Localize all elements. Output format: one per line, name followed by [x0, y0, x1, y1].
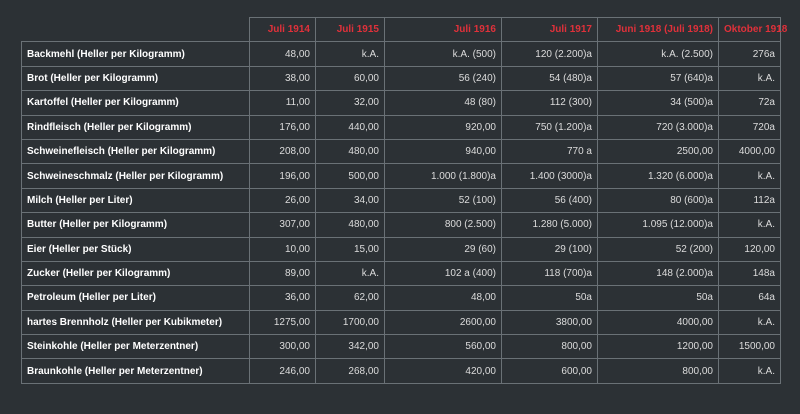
table-cell: 307,00	[250, 213, 316, 237]
table-cell: 29 (100)	[502, 237, 598, 261]
table-cell: 1200,00	[598, 335, 719, 359]
row-label: Eier (Heller per Stück)	[22, 237, 250, 261]
table-cell: 34 (500)a	[598, 91, 719, 115]
column-header: Juni 1918 (Juli 1918)	[598, 18, 719, 42]
table-cell: 56 (240)	[385, 66, 502, 90]
table-row	[22, 310, 781, 334]
table-row	[22, 237, 781, 261]
table-cell: 342,00	[316, 335, 385, 359]
table-cell: 64a	[719, 286, 781, 310]
table-cell: 148a	[719, 261, 781, 285]
table-row	[22, 91, 781, 115]
table-cell: 50a	[598, 286, 719, 310]
table-cell: 52 (100)	[385, 188, 502, 212]
table-cell: 920,00	[385, 115, 502, 139]
price-table	[21, 17, 788, 384]
table-cell: 26,00	[250, 188, 316, 212]
table-cell: 208,00	[250, 139, 316, 163]
row-label: Butter (Heller per Kilogramm)	[22, 213, 250, 237]
column-header: Juli 1916	[385, 18, 502, 42]
table-cell: 32,00	[316, 91, 385, 115]
row-label: Petroleum (Heller per Liter)	[22, 286, 250, 310]
table-cell: 500,00	[316, 164, 385, 188]
table-cell: k.A.	[719, 359, 781, 383]
table-cell: k.A. (500)	[385, 42, 502, 66]
table-cell: 4000,00	[719, 139, 781, 163]
table-cell: 1275,00	[250, 310, 316, 334]
table-cell: 246,00	[250, 359, 316, 383]
table-cell: 176,00	[250, 115, 316, 139]
table-cell: 57 (640)a	[598, 66, 719, 90]
table-row	[22, 335, 781, 359]
table-cell: 102 a (400)	[385, 261, 502, 285]
table-body	[22, 42, 781, 383]
table-cell: 940,00	[385, 139, 502, 163]
table-cell: 118 (700)a	[502, 261, 598, 285]
table-row	[22, 261, 781, 285]
table-cell: 50a	[502, 286, 598, 310]
table-cell: 1.095 (12.000)a	[598, 213, 719, 237]
table-cell: 54 (480)a	[502, 66, 598, 90]
row-label: Braunkohle (Heller per Meterzentner)	[22, 359, 250, 383]
header-corner-cell	[22, 18, 250, 42]
table-cell: 1700,00	[316, 310, 385, 334]
table-cell: 440,00	[316, 115, 385, 139]
table-cell: k.A.	[316, 261, 385, 285]
table-cell: 52 (200)	[598, 237, 719, 261]
table-cell: 80 (600)a	[598, 188, 719, 212]
table-cell: 2600,00	[385, 310, 502, 334]
row-label: hartes Brennholz (Heller per Kubikmeter)	[22, 310, 250, 334]
column-header: Oktober 1918	[719, 18, 781, 42]
table-cell: 1.000 (1.800)a	[385, 164, 502, 188]
table-cell: 560,00	[385, 335, 502, 359]
table-cell: 112a	[719, 188, 781, 212]
table-cell: 300,00	[250, 335, 316, 359]
table-cell: 2500,00	[598, 139, 719, 163]
table-cell: 34,00	[316, 188, 385, 212]
table-cell: k.A.	[316, 42, 385, 66]
table-cell: 62,00	[316, 286, 385, 310]
table-cell: 120,00	[719, 237, 781, 261]
table-cell: 15,00	[316, 237, 385, 261]
table-cell: 480,00	[316, 213, 385, 237]
table-cell: 800,00	[598, 359, 719, 383]
row-label: Milch (Heller per Liter)	[22, 188, 250, 212]
table-cell: 60,00	[316, 66, 385, 90]
table-cell: k.A.	[719, 164, 781, 188]
price-table-container	[21, 17, 788, 384]
table-cell: 56 (400)	[502, 188, 598, 212]
table-cell: 38,00	[250, 66, 316, 90]
table-cell: 48,00	[385, 286, 502, 310]
table-cell: 1.320 (6.000)a	[598, 164, 719, 188]
table-row	[22, 286, 781, 310]
table-cell: 36,00	[250, 286, 316, 310]
table-cell: 1.400 (3000)a	[502, 164, 598, 188]
table-row	[22, 139, 781, 163]
row-label: Schweineschmalz (Heller per Kilogramm)	[22, 164, 250, 188]
table-cell: k.A. (2.500)	[598, 42, 719, 66]
row-label: Zucker (Heller per Kilogramm)	[22, 261, 250, 285]
table-row	[22, 66, 781, 90]
table-row	[22, 42, 781, 66]
table-cell: 3800,00	[502, 310, 598, 334]
table-cell: k.A.	[719, 213, 781, 237]
column-header: Juli 1917	[502, 18, 598, 42]
table-cell: 48,00	[250, 42, 316, 66]
row-label: Brot (Heller per Kilogramm)	[22, 66, 250, 90]
row-label: Kartoffel (Heller per Kilogramm)	[22, 91, 250, 115]
row-label: Rindfleisch (Heller per Kilogramm)	[22, 115, 250, 139]
table-cell: 800,00	[502, 335, 598, 359]
table-cell: 48 (80)	[385, 91, 502, 115]
column-header: Juli 1914	[250, 18, 316, 42]
row-label: Steinkohle (Heller per Meterzentner)	[22, 335, 250, 359]
table-cell: 10,00	[250, 237, 316, 261]
table-cell: 112 (300)	[502, 91, 598, 115]
column-header: Juli 1915	[316, 18, 385, 42]
table-cell: 1.280 (5.000)	[502, 213, 598, 237]
table-row	[22, 115, 781, 139]
table-cell: 1500,00	[719, 335, 781, 359]
table-cell: 120 (2.200)a	[502, 42, 598, 66]
table-row	[22, 213, 781, 237]
table-cell: 480,00	[316, 139, 385, 163]
table-cell: 720 (3.000)a	[598, 115, 719, 139]
table-cell: 750 (1.200)a	[502, 115, 598, 139]
table-cell: 600,00	[502, 359, 598, 383]
table-cell: 276a	[719, 42, 781, 66]
table-cell: k.A.	[719, 310, 781, 334]
row-label: Schweinefleisch (Heller per Kilogramm)	[22, 139, 250, 163]
table-cell: 72a	[719, 91, 781, 115]
table-cell: 29 (60)	[385, 237, 502, 261]
table-cell: 4000,00	[598, 310, 719, 334]
table-cell: 420,00	[385, 359, 502, 383]
table-cell: 720a	[719, 115, 781, 139]
table-cell: 148 (2.000)a	[598, 261, 719, 285]
table-cell: 89,00	[250, 261, 316, 285]
row-label: Backmehl (Heller per Kilogramm)	[22, 42, 250, 66]
table-cell: 196,00	[250, 164, 316, 188]
table-cell: 800 (2.500)	[385, 213, 502, 237]
table-header-row	[22, 18, 781, 42]
table-cell: 770 a	[502, 139, 598, 163]
table-row	[22, 164, 781, 188]
table-cell: 11,00	[250, 91, 316, 115]
table-row	[22, 359, 781, 383]
table-cell: 268,00	[316, 359, 385, 383]
table-cell: k.A.	[719, 66, 781, 90]
table-row	[22, 188, 781, 212]
